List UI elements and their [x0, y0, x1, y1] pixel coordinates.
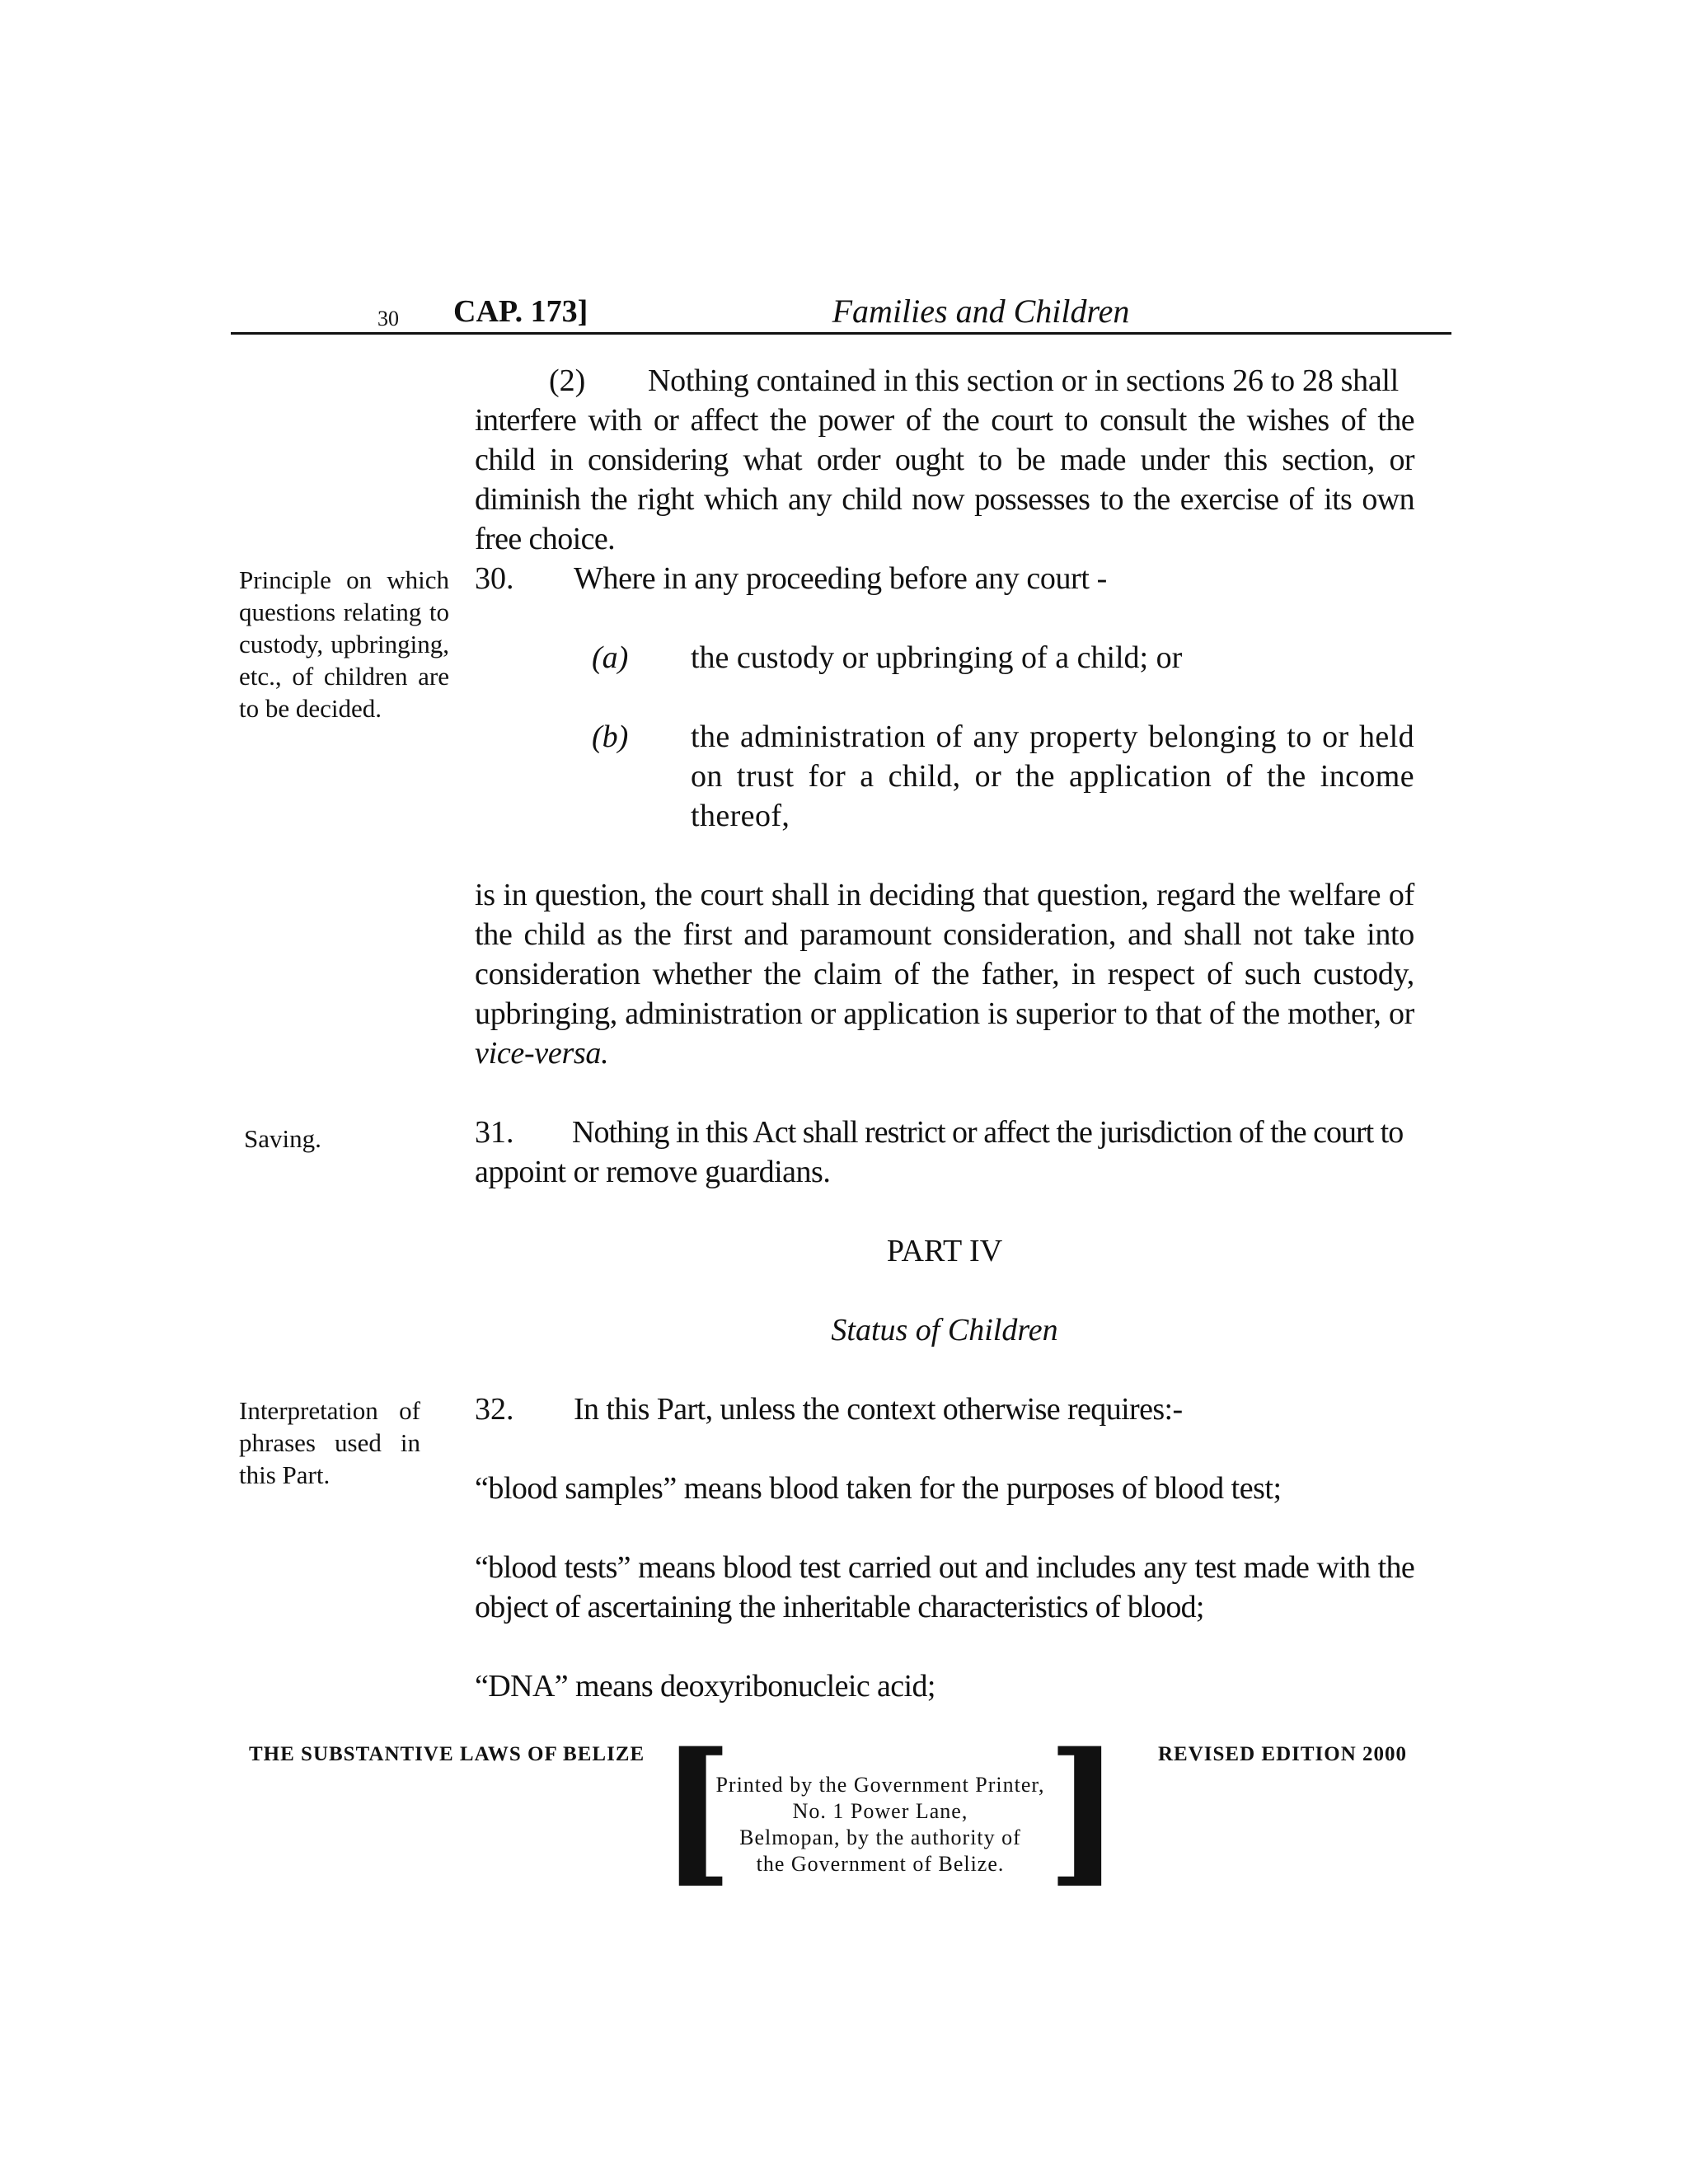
- section-30-number: 30.: [475, 561, 514, 596]
- section-30-conclusion: [475, 875, 1414, 1073]
- subsection-2-first-line: Nothing contained in this section or in sections 26 to 28 shall: [648, 363, 1399, 398]
- section-31-first-line: Nothing in this Act shall restrict or affect the jurisdiction of the court to: [572, 1115, 1404, 1150]
- printer-imprint: [695, 1772, 1066, 1877]
- section-30-vice-versa: vice-versa.: [475, 1036, 609, 1071]
- header-rule: [231, 332, 1451, 335]
- section-32-number: 32.: [475, 1392, 514, 1427]
- section-31-number: 31.: [475, 1115, 514, 1150]
- definition-dna: “DNA” means deoxyribonucleic acid;: [475, 1669, 935, 1704]
- imprint-line: Belmopan, by the authority of: [739, 1825, 1021, 1849]
- item-a-text: the custody or upbringing of a child; or: [691, 640, 1183, 675]
- subsection-2-text: interfere with or affect the power of the court to consult the wishes of the child in considering what order ought to be made under this section, or diminish the right which any child now possesses to the exercise of its own free choice.: [475, 403, 1414, 556]
- page-number: 30: [377, 307, 399, 330]
- item-a-label: (a): [592, 640, 629, 675]
- imprint-line: the Government of Belize.: [756, 1852, 1005, 1876]
- footer-title: THE SUBSTANTIVE LAWS OF BELIZE: [249, 1743, 645, 1765]
- footer-edition: REVISED EDITION 2000: [1158, 1743, 1408, 1765]
- item-b-label: (b): [592, 719, 629, 754]
- margin-note-section-31: Saving.: [244, 1124, 321, 1153]
- section-31-second-line: appoint or remove guardians.: [475, 1155, 831, 1189]
- part-number: PART IV: [886, 1234, 1003, 1268]
- definition-blood-samples: “blood samples” means blood taken for the purposes of blood test;: [475, 1471, 1282, 1506]
- subsection-2-label: (2): [549, 363, 586, 398]
- imprint-line: No. 1 Power Lane,: [792, 1799, 968, 1823]
- part-title: Status of Children: [831, 1313, 1058, 1347]
- section-30-intro: Where in any proceeding before any court -: [574, 561, 1107, 596]
- item-b-text: the administration of any property belonging to or held on trust for a child, or the application of the income thereof,: [691, 719, 1414, 833]
- chapter-reference: CAP. 173]: [453, 294, 588, 329]
- margin-note-section-32: Interpretation of phrases used in this Part.: [239, 1396, 420, 1489]
- running-title: Families and Children: [832, 293, 1130, 330]
- definition-blood-tests: “blood tests” means blood test carried out and includes any test made with the object of ascertaining the inheritable characteristics of blood;: [475, 1550, 1414, 1624]
- right-bracket-decoration: ]: [1047, 1718, 1121, 1902]
- left-bracket-decoration: [: [659, 1718, 734, 1902]
- section-32-intro: In this Part, unless the context otherwise requires:-: [574, 1392, 1183, 1427]
- margin-note-section-30: Principle on which questions relating to custody, upbringing, etc., of children are to be decided.: [239, 565, 449, 723]
- imprint-line: Printed by the Government Printer,: [715, 1773, 1045, 1797]
- section-30-conclusion-text: is in question, the court shall in deciding that question, regard the welfare of the child as the first and paramount consideration, and shall not take into consideration whether the claim of the father, in respect of such custody, upbringing, administration or application is superior to that of the mother, or: [475, 878, 1414, 1031]
- subsection-2: [475, 361, 1414, 559]
